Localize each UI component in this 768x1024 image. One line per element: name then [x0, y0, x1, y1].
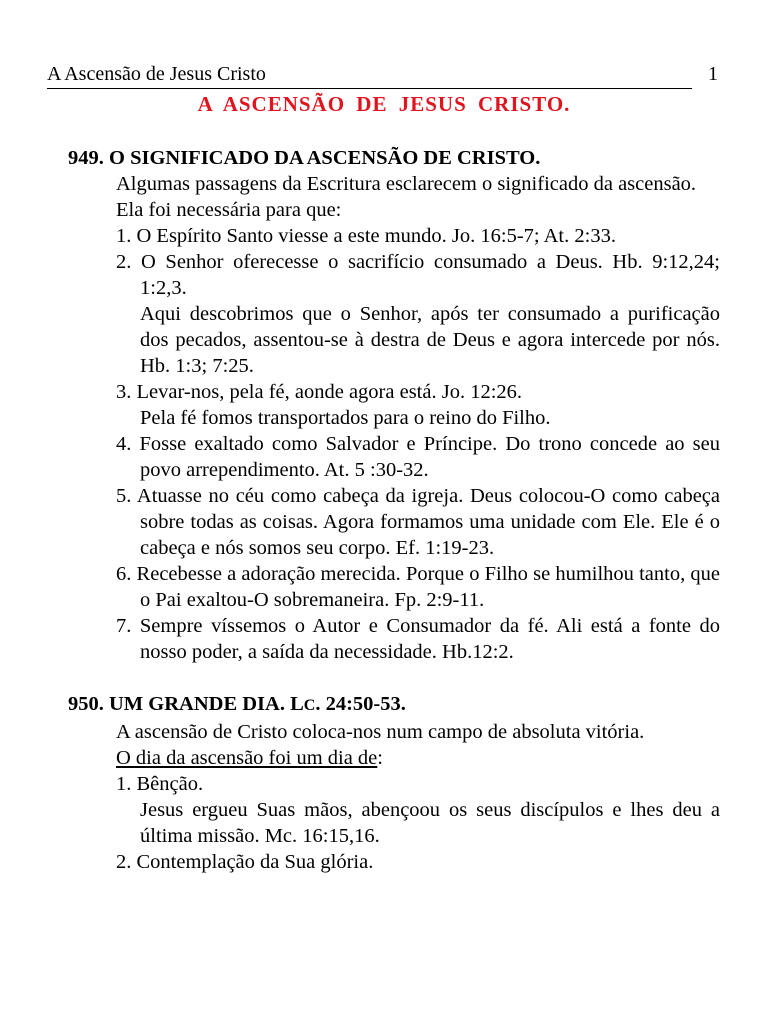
list-item: 1. Bênção. — [116, 773, 204, 795]
list-item: 5. Atuasse no céu como cabeça da igreja. Deus colocou-O como cabeça sobre todas as coisas. Agora formamos uma unidade com Ele. Ele é o cabeça e nós somos seu corpo. Ef. 1:19-23. — [116, 485, 720, 559]
section-intro: A ascensão de Cristo coloca-nos num campo de absoluta vitória. — [116, 721, 645, 743]
section-heading-smallcaps: C — [303, 697, 316, 714]
list-item: 1. O Espírito Santo viesse a este mundo. Jo. 16:5-7; At. 2:33. — [116, 225, 616, 247]
section-intro-2 — [68, 745, 720, 771]
list-item: 3. Levar-nos, pela fé, aonde agora está. Jo. 12:26. — [116, 381, 523, 403]
colon: : — [377, 747, 383, 769]
section-heading — [68, 691, 720, 719]
underlined-text: O dia da ascensão foi um dia de — [116, 747, 378, 769]
list-item-note: Jesus ergueu Suas mãos, abençoou os seus discípulos e lhes deu a última missão. Mc. 16:15,16. — [140, 799, 720, 847]
document-body — [68, 145, 720, 875]
section-heading-ref: . 24:50-53. — [315, 693, 406, 715]
running-header — [47, 60, 692, 89]
list-item-note: Aqui descobrimos que o Senhor, após ter consumado a purificação dos pecados, assentou-se à destra de Deus e agora intercede por nós. Hb. 1:3; 7:25. — [140, 303, 720, 377]
section-heading: 949. O SIGNIFICADO DA ASCENSÃO DE CRISTO. — [68, 147, 541, 169]
running-title: A Ascensão de Jesus Cristo — [47, 63, 266, 85]
list-item: 2. Contemplação da Sua glória. — [116, 851, 374, 873]
list-item: 4. Fosse exaltado como Salvador e Príncipe. Do trono concede ao seu povo arrependimento. At. 5 :30-32. — [116, 433, 720, 481]
section-heading-text: 950. UM GRANDE DIA. L — [68, 693, 304, 715]
section-intro: Algumas passagens da Escritura esclarecem o significado da ascensão. — [116, 173, 697, 195]
list-item: 7. Sempre víssemos o Autor e Consumador da fé. Ali está a fonte do nosso poder, a saída da necessidade. Hb.12:2. — [116, 615, 720, 663]
list-item-note: Pela fé fomos transportados para o reino do Filho. — [140, 407, 551, 429]
page-number: 1 — [708, 63, 718, 85]
section-intro-2: Ela foi necessária para que: — [116, 199, 342, 221]
document-title: A ASCENSÃO DE JESUS CRISTO. — [197, 92, 571, 116]
list-item: 2. O Senhor oferecesse o sacrifício consumado a Deus. Hb. 9:12,24; 1:2,3. — [116, 251, 720, 299]
list-item: 6. Recebesse a adoração merecida. Porque o Filho se humilhou tanto, que o Pai exaltou-O sobremaneira. Fp. 2:9-11. — [116, 563, 720, 611]
